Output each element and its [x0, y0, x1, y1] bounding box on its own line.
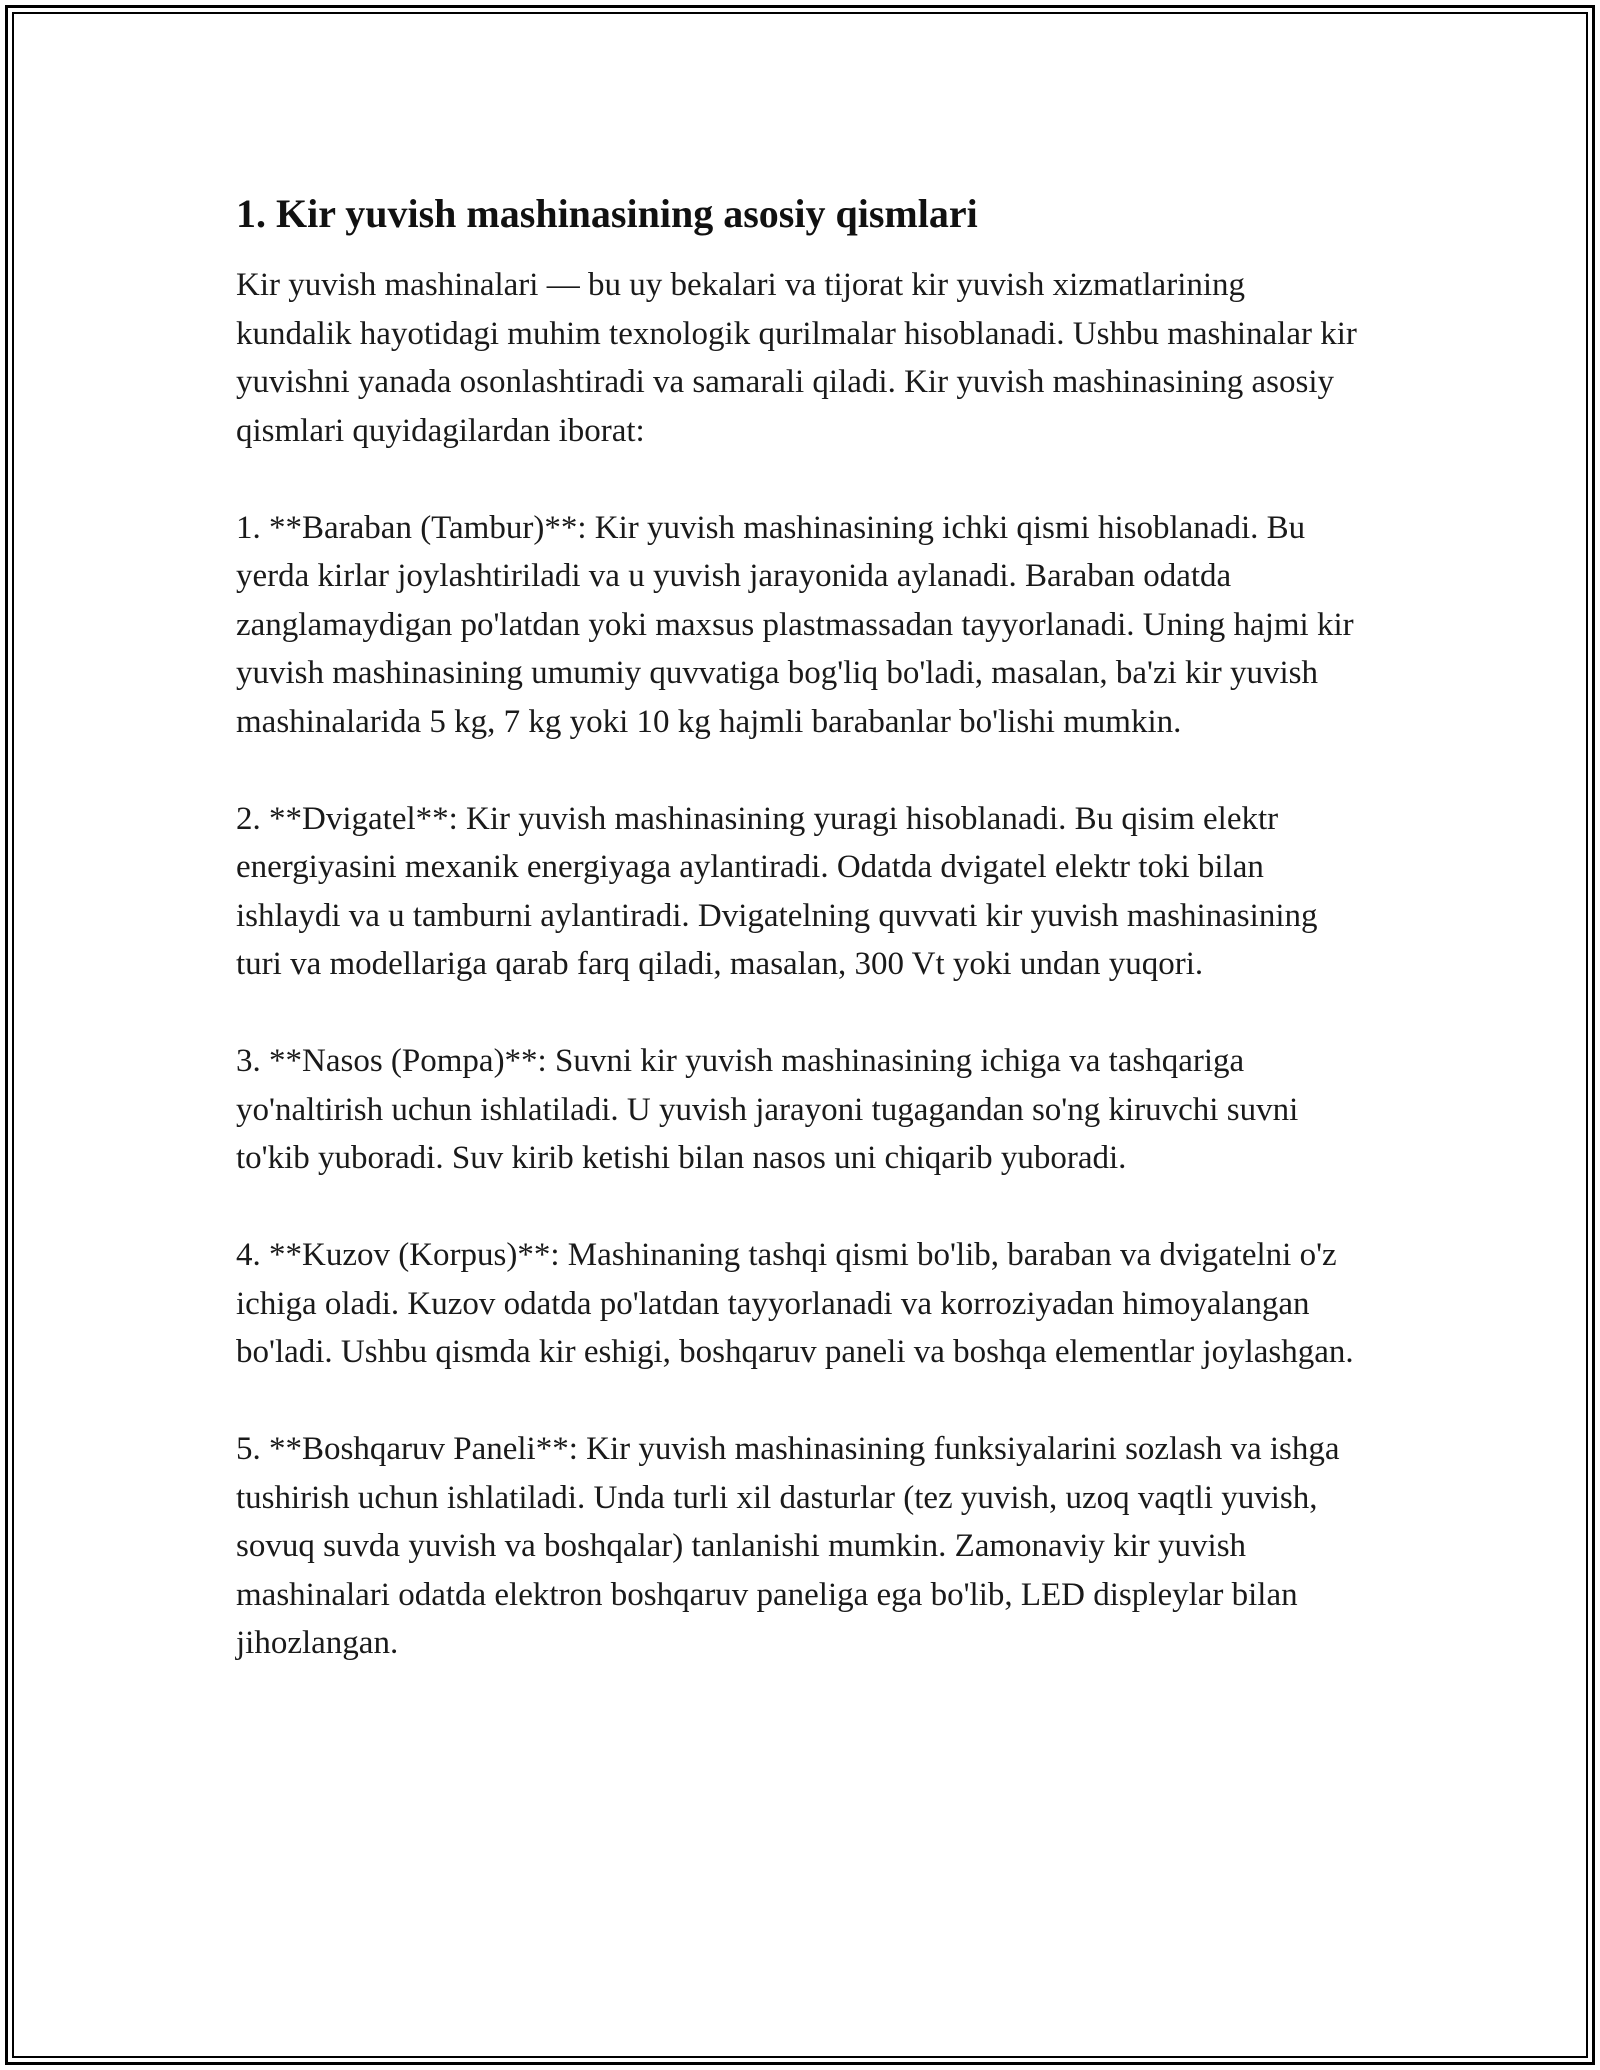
paragraph-kuzov: 4. **Kuzov (Korpus)**: Mashinaning tashqi qismi bo'lib, baraban va dvigatelni o'z ichiga oladi. Kuzov odatda po'latdan tayyorlanadi va korroziyadan himoyalangan bo'ladi. Ushbu qismda kir eshigi, boshqaruv paneli va boshqa elementlar joylashgan.	[236, 1237, 1354, 1370]
paragraph-dvigatel: 2. **Dvigatel**: Kir yuvish mashinasining yuragi hisoblanadi. Bu qisim elektr energiyasini mexanik energiyaga aylantiradi. Odatda dvigatel elektr toki bilan ishlaydi va u tamburni aylantiradi. Dvigatelning quvvati kir yuvish mashinasining turi va modellariga qarab farq qiladi, masalan, 300 Vt yoki undan yuqori.	[236, 800, 1318, 982]
paragraph-boshqaruv-paneli: 5. **Boshqaruv Paneli**: Kir yuvish mashinasining funksiyalarini sozlash va ishga tushirish uchun ishlatiladi. Unda turli xil dasturlar (tez yuvish, uzoq vaqtli yuvish, sovuq suvda yuvish va boshqalar) tanlanishi mumkin. Zamonaviy kir yuvish mashinalari odatda elektron boshqaruv paneliga ega bo'lib, LED displeylar bilan jihozlangan.	[236, 1431, 1340, 1661]
document-body	[236, 185, 1366, 1668]
intro-paragraph: Kir yuvish mashinalari — bu uy bekalari va tijorat kir yuvish xizmatlarining kundalik hayotidagi muhim texnologik qurilmalar hisoblanadi. Ushbu mashinalar kir yuvishni yanada osonlashtiradi va samarali qiladi. Kir yuvish mashinasining asosiy qismlari quyidagilardan iborat:	[236, 267, 1357, 449]
paragraph-baraban: 1. **Baraban (Tambur)**: Kir yuvish mashinasining ichki qismi hisoblanadi. Bu yerda kirlar joylashtiriladi va u yuvish jarayonida aylanadi. Baraban odatda zanglamaydigan po'latdan yoki maxsus plastmassadan tayyorlanadi. Uning hajmi kir yuvish mashinasining umumiy quvvatiga bog'liq bo'ladi, masalan, ba'zi kir yuvish mashinalarida 5 kg, 7 kg yoki 10 kg hajmli barabanlar bo'lishi mumkin.	[236, 509, 1354, 740]
section-heading: 1. Kir yuvish mashinasining asosiy qismlari	[236, 191, 978, 236]
paragraph-nasos: 3. **Nasos (Pompa)**: Suvni kir yuvish mashinasining ichiga va tashqariga yo'naltirish uchun ishlatiladi. U yuvish jarayoni tugagandan so'ng kiruvchi suvni to'kib yuboradi. Suv kirib ketishi bilan nasos uni chiqarib yuboradi.	[236, 1043, 1299, 1176]
